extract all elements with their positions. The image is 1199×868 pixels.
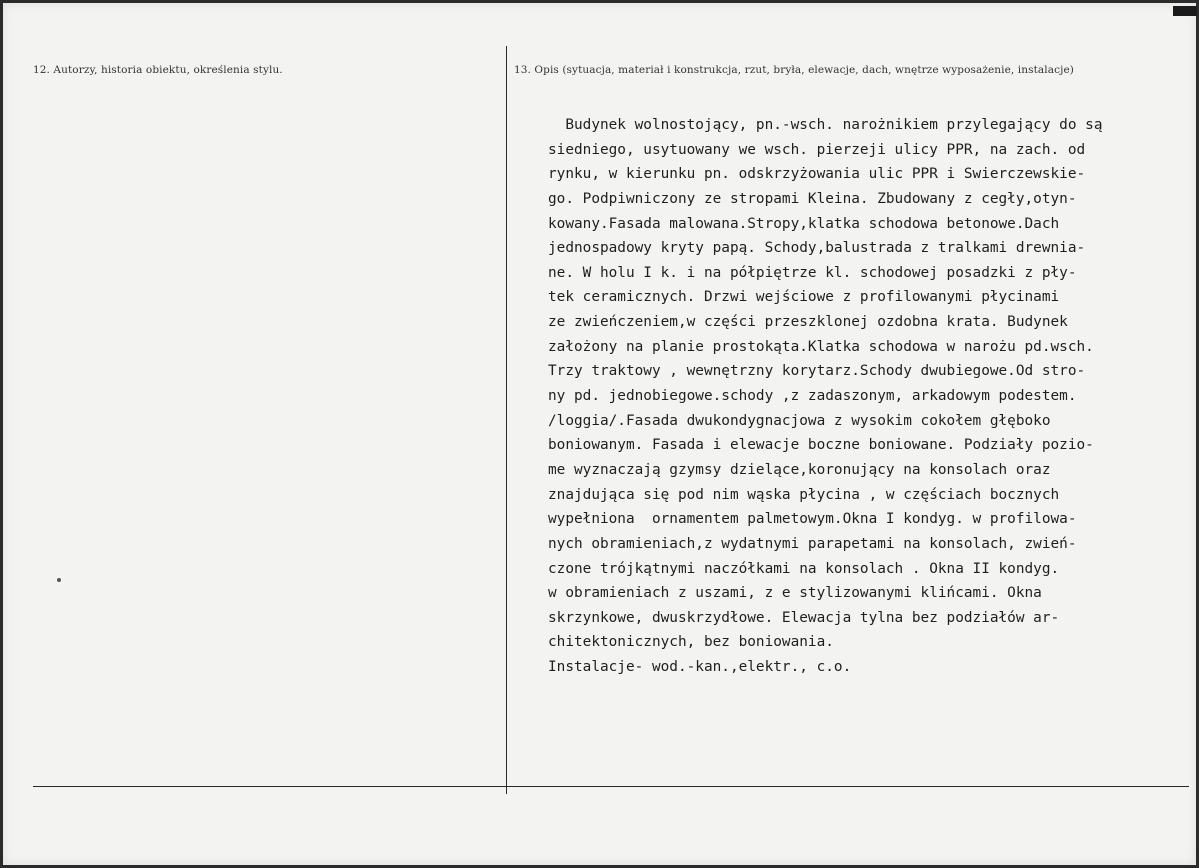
description-line: Instalacje- wod.-kan.,elektr., c.o. xyxy=(548,659,852,676)
description-line: Trzy traktowy , wewnętrzny korytarz.Schody dwubiegowe.Od stro- xyxy=(548,363,1086,380)
bottom-rule xyxy=(33,786,1189,787)
description-line: czone trójkątnymi naczółkami na konsolach . Okna II kondyg. xyxy=(548,560,1060,577)
description-line: skrzynkowe, dwuskrzydłowe. Elewacja tylna bez podziałów ar- xyxy=(548,609,1060,626)
section-13-header: 13. Opis (sytuacja, materiał i konstrukcja, rzut, bryła, elewacje, dach, wnętrze wyposażenie, instalacje) xyxy=(514,64,1074,76)
description-line: Budynek wolnostojący, pn.-wsch. narożnikiem przylegający do są xyxy=(548,117,1103,133)
description-line: ze zwieńczeniem,w części przeszklonej ozdobna krata. Budynek xyxy=(548,314,1068,331)
description-line: siedniego, usytuowany we wsch. pierzeji ulicy PPR, na zach. od xyxy=(548,141,1086,158)
description-line: kowany.Fasada malowana.Stropy,klatka schodowa betonowe.Dach xyxy=(548,215,1060,232)
description-line: wypełniona ornamentem palmetowym.Okna I kondyg. w profilowa- xyxy=(548,511,1077,528)
description-line: boniowanym. Fasada i elewacje boczne boniowane. Podziały pozio- xyxy=(548,437,1094,454)
description-text xyxy=(548,113,1103,680)
description-line: znajdująca się pod nim wąska płycina , w częściach bocznych xyxy=(548,486,1060,503)
description-line: /loggia/.Fasada dwukondygnacjowa z wysokim cokołem głęboko xyxy=(548,412,1051,429)
corner-mark xyxy=(1173,6,1197,16)
description-line: nych obramieniach,z wydatnymi parapetami na konsolach, zwień- xyxy=(548,535,1077,552)
description-line: w obramieniach z uszami, z e stylizowanymi klińcami. Okna xyxy=(548,585,1042,602)
description-line: chitektonicznych, bez boniowania. xyxy=(548,634,834,651)
description-line: tek ceramicznych. Drzwi wejściowe z profilowanymi płycinami xyxy=(548,289,1060,306)
description-line: ne. W holu I k. i na półpiętrze kl. schodowej posadzki z pły- xyxy=(548,264,1077,281)
description-line: ny pd. jednobiegowe.schody ,z zadaszonym, arkadowym podestem. xyxy=(548,388,1077,405)
description-line: rynku, w kierunku pn. odskrzyżowania ulic PPR i Swierczewskie- xyxy=(548,166,1086,183)
section-12-header: 12. Autorzy, historia obiektu, określenia stylu. xyxy=(33,64,283,76)
column-divider xyxy=(506,46,507,794)
description-line: go. Podpiwniczony ze stropami Kleina. Zbudowany z cegły,otyn- xyxy=(548,190,1077,207)
description-line: me wyznaczają gzymsy dzielące,koronujący na konsolach oraz xyxy=(548,461,1051,478)
description-line: jednospadowy kryty papą. Schody,balustrada z tralkami drewnia- xyxy=(548,240,1086,257)
description-line: założony na planie prostokąta.Klatka schodowa w narożu pd.wsch. xyxy=(548,338,1094,355)
stray-mark xyxy=(57,578,61,582)
document-sheet xyxy=(3,3,1196,865)
